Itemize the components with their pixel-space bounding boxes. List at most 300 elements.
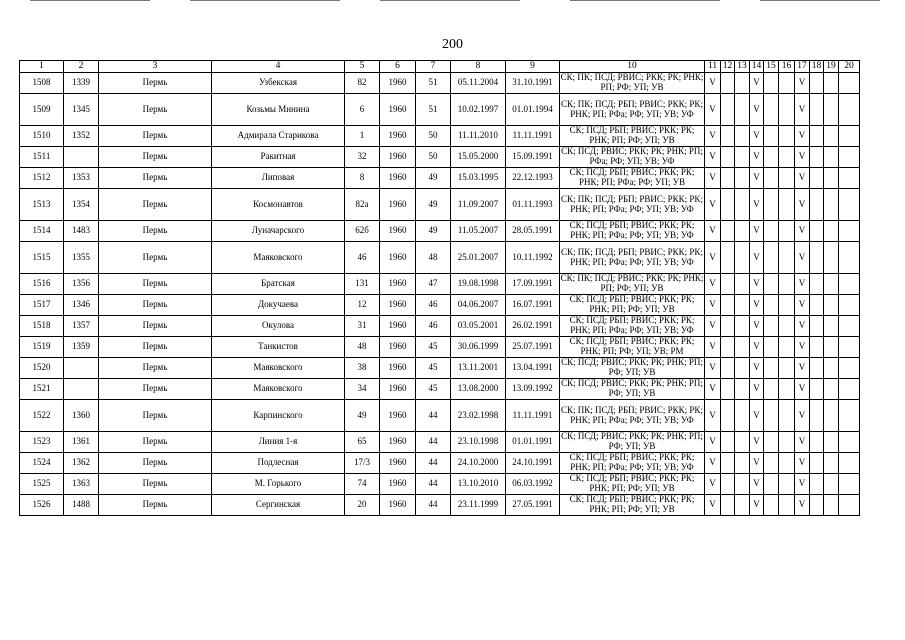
mark-col-14: V bbox=[750, 94, 764, 126]
date-1: 04.06.2007 bbox=[451, 295, 506, 316]
mark-col-20 bbox=[839, 242, 860, 274]
date-1: 13.11.2001 bbox=[451, 358, 506, 379]
street-name: Козьмы Минина bbox=[212, 94, 345, 126]
mark-col-17: V bbox=[795, 221, 810, 242]
mark-col-12 bbox=[721, 73, 735, 94]
wear-value: 51 bbox=[416, 94, 451, 126]
house-number: 82а bbox=[345, 189, 380, 221]
mark-col-13 bbox=[735, 474, 750, 495]
wear-value: 44 bbox=[416, 495, 451, 516]
mark-col-19 bbox=[824, 316, 839, 337]
mark-col-13 bbox=[735, 147, 750, 168]
mark-col-16 bbox=[779, 147, 795, 168]
column-header-11: 11 bbox=[705, 61, 721, 73]
house-number: 62б bbox=[345, 221, 380, 242]
mark-col-11: V bbox=[705, 432, 721, 453]
object-id: 1346 bbox=[64, 295, 99, 316]
date-2: 11.11.1991 bbox=[506, 400, 560, 432]
mark-col-12 bbox=[721, 295, 735, 316]
mark-col-11: V bbox=[705, 221, 721, 242]
mark-col-18 bbox=[810, 126, 824, 147]
mark-col-18 bbox=[810, 189, 824, 221]
wear-value: 45 bbox=[416, 358, 451, 379]
column-header-5: 5 bbox=[345, 61, 380, 73]
row-number: 1519 bbox=[20, 337, 64, 358]
mark-col-19 bbox=[824, 73, 839, 94]
mark-col-17: V bbox=[795, 73, 810, 94]
mark-col-15 bbox=[764, 221, 779, 242]
object-id: 1360 bbox=[64, 400, 99, 432]
mark-col-12 bbox=[721, 126, 735, 147]
column-header-13: 13 bbox=[735, 61, 750, 73]
work-types: СК; ПСД; РБП; РВИС; РКК; РК; РНК; РП; РФ; УП; УВ bbox=[560, 295, 705, 316]
mark-col-15 bbox=[764, 189, 779, 221]
mark-col-11: V bbox=[705, 168, 721, 189]
build-year: 1960 bbox=[380, 73, 416, 94]
street-name: Маяковского bbox=[212, 379, 345, 400]
object-id: 1357 bbox=[64, 316, 99, 337]
build-year: 1960 bbox=[380, 221, 416, 242]
work-types: СК; ПСД; РВИС; РКК; РК; РНК; РП; РФа; РФ; УП; УВ; УФ bbox=[561, 146, 703, 166]
mark-col-18 bbox=[810, 147, 824, 168]
table-row bbox=[20, 337, 860, 358]
row-number: 1510 bbox=[20, 126, 64, 147]
house-number: 12 bbox=[345, 295, 380, 316]
date-2: 11.11.1991 bbox=[506, 126, 560, 147]
wear-value: 49 bbox=[416, 189, 451, 221]
mark-col-18 bbox=[810, 337, 824, 358]
street-name: Космонавтов bbox=[212, 189, 345, 221]
mark-col-19 bbox=[824, 432, 839, 453]
date-2: 01.01.1994 bbox=[506, 94, 560, 126]
mark-col-20 bbox=[839, 358, 860, 379]
work-types: СК; ПСД; РБП; РВИС; РКК; РК; РНК; РП; РФа; РФ; УП; УВ; УФ bbox=[560, 316, 705, 337]
mark-col-20 bbox=[839, 316, 860, 337]
column-header-20: 20 bbox=[839, 61, 860, 73]
row-number: 1525 bbox=[20, 474, 64, 495]
mark-col-13 bbox=[735, 242, 750, 274]
house-number: 48 bbox=[345, 337, 380, 358]
table-row bbox=[20, 495, 860, 516]
object-id: 1359 bbox=[64, 337, 99, 358]
mark-col-20 bbox=[839, 432, 860, 453]
table-row bbox=[20, 189, 860, 221]
mark-col-15 bbox=[764, 94, 779, 126]
column-number-header-row bbox=[20, 61, 860, 73]
house-number: 1 bbox=[345, 126, 380, 147]
mark-col-20 bbox=[839, 221, 860, 242]
mark-col-11: V bbox=[705, 337, 721, 358]
mark-col-15 bbox=[764, 337, 779, 358]
house-number: 38 bbox=[345, 358, 380, 379]
build-year: 1960 bbox=[380, 274, 416, 295]
date-1: 11.05.2007 bbox=[451, 221, 506, 242]
wear-value: 44 bbox=[416, 453, 451, 474]
street-name: Братская bbox=[212, 274, 345, 295]
mark-col-17: V bbox=[795, 379, 810, 400]
work-types: СК; ПСД; РБП; РВИС; РКК; РК; РНК; РП; РФа; РФ; УП; УВ; УФ bbox=[560, 453, 705, 474]
build-year: 1960 bbox=[380, 379, 416, 400]
date-2: 31.10.1991 bbox=[506, 73, 560, 94]
mark-col-16 bbox=[779, 274, 795, 295]
mark-col-18 bbox=[810, 94, 824, 126]
object-id: 1355 bbox=[64, 242, 99, 274]
date-1: 11.09.2007 bbox=[451, 189, 506, 221]
table-row bbox=[20, 453, 860, 474]
mark-col-13 bbox=[735, 432, 750, 453]
date-1: 15.03.1995 bbox=[451, 168, 506, 189]
mark-col-19 bbox=[824, 189, 839, 221]
date-2: 24.10.1991 bbox=[506, 453, 560, 474]
row-number: 1514 bbox=[20, 221, 64, 242]
wear-value: 44 bbox=[416, 474, 451, 495]
row-number: 1511 bbox=[20, 147, 64, 168]
mark-col-11: V bbox=[705, 274, 721, 295]
mark-col-15 bbox=[764, 358, 779, 379]
mark-col-12 bbox=[721, 147, 735, 168]
work-types: СК; ПК; ПСД; РБП; РВИС; РКК; РК; РНК; РП; РФа; РФ; УП; УВ; УФ bbox=[560, 242, 705, 274]
city-name: Пермь bbox=[99, 126, 212, 147]
mark-col-11: V bbox=[705, 400, 721, 432]
house-number: 74 bbox=[345, 474, 380, 495]
wear-value: 46 bbox=[416, 295, 451, 316]
object-id: 1354 bbox=[64, 189, 99, 221]
build-year: 1960 bbox=[380, 295, 416, 316]
mark-col-16 bbox=[779, 474, 795, 495]
house-number: 31 bbox=[345, 316, 380, 337]
wear-value: 44 bbox=[416, 432, 451, 453]
column-header-3: 3 bbox=[99, 61, 212, 73]
mark-col-20 bbox=[839, 453, 860, 474]
mark-col-13 bbox=[735, 358, 750, 379]
table-row bbox=[20, 147, 860, 168]
object-id: 1339 bbox=[64, 73, 99, 94]
city-name: Пермь bbox=[99, 147, 212, 168]
mark-col-18 bbox=[810, 73, 824, 94]
work-types: СК; ПК; ПСД; РВИС; РКК; РК; РНК; РП; РФ; УП; УВ bbox=[560, 273, 704, 293]
mark-col-11: V bbox=[705, 474, 721, 495]
city-name: Пермь bbox=[99, 242, 212, 274]
mark-col-17: V bbox=[795, 274, 810, 295]
wear-value: 45 bbox=[416, 379, 451, 400]
mark-col-20 bbox=[839, 168, 860, 189]
mark-col-17: V bbox=[795, 358, 810, 379]
mark-col-17: V bbox=[795, 126, 810, 147]
date-1: 11.11.2010 bbox=[451, 126, 506, 147]
mark-col-20 bbox=[839, 295, 860, 316]
build-year: 1960 bbox=[380, 358, 416, 379]
mark-col-13 bbox=[735, 453, 750, 474]
mark-col-17: V bbox=[795, 94, 810, 126]
mark-col-11: V bbox=[705, 358, 721, 379]
city-name: Пермь bbox=[99, 358, 212, 379]
build-year: 1960 bbox=[380, 495, 416, 516]
mark-col-13 bbox=[735, 126, 750, 147]
mark-col-17: V bbox=[795, 337, 810, 358]
scan-top-line bbox=[570, 0, 720, 1]
mark-col-17: V bbox=[795, 432, 810, 453]
object-id: 1363 bbox=[64, 474, 99, 495]
object-id: 1353 bbox=[64, 168, 99, 189]
mark-col-19 bbox=[824, 126, 839, 147]
mark-col-15 bbox=[764, 126, 779, 147]
object-id bbox=[64, 358, 99, 379]
house-number: 46 bbox=[345, 242, 380, 274]
street-name: Докучаева bbox=[212, 295, 345, 316]
column-header-4: 4 bbox=[212, 61, 345, 73]
table-row bbox=[20, 274, 860, 295]
mark-col-18 bbox=[810, 453, 824, 474]
row-number: 1522 bbox=[20, 400, 64, 432]
mark-col-14: V bbox=[750, 274, 764, 295]
city-name: Пермь bbox=[99, 432, 212, 453]
object-id bbox=[64, 147, 99, 168]
mark-col-13 bbox=[735, 379, 750, 400]
work-types: СК; ПСД; РВИС; РКК; РК; РНК; РП; РФ; УП; УВ bbox=[561, 378, 703, 398]
mark-col-17: V bbox=[795, 242, 810, 274]
mark-col-11: V bbox=[705, 295, 721, 316]
mark-col-17: V bbox=[795, 474, 810, 495]
object-id: 1361 bbox=[64, 432, 99, 453]
build-year: 1960 bbox=[380, 147, 416, 168]
work-types: СК; ПСД; РБП; РВИС; РКК; РК; РНК; РП; РФ; УП; УВ bbox=[560, 474, 705, 495]
wear-value: 51 bbox=[416, 73, 451, 94]
mark-col-20 bbox=[839, 495, 860, 516]
date-1: 23.11.1999 bbox=[451, 495, 506, 516]
mark-col-14: V bbox=[750, 337, 764, 358]
row-number: 1513 bbox=[20, 189, 64, 221]
column-header-18: 18 bbox=[810, 61, 824, 73]
mark-col-16 bbox=[779, 432, 795, 453]
city-name: Пермь bbox=[99, 379, 212, 400]
mark-col-13 bbox=[735, 73, 750, 94]
wear-value: 45 bbox=[416, 337, 451, 358]
table-row bbox=[20, 474, 860, 495]
table-row bbox=[20, 358, 860, 379]
mark-col-13 bbox=[735, 189, 750, 221]
date-1: 19.08.1998 bbox=[451, 274, 506, 295]
object-id: 1345 bbox=[64, 94, 99, 126]
mark-col-16 bbox=[779, 453, 795, 474]
mark-col-13 bbox=[735, 400, 750, 432]
date-1: 13.10.2010 bbox=[451, 474, 506, 495]
street-name: Сергинская bbox=[212, 495, 345, 516]
work-types: СК; ПСД; РБП; РВИС; РКК; РК; РНК; РП; РФ; УП; УВ bbox=[560, 126, 705, 147]
date-1: 03.05.2001 bbox=[451, 316, 506, 337]
mark-col-13 bbox=[735, 274, 750, 295]
object-id bbox=[64, 379, 99, 400]
mark-col-11: V bbox=[705, 495, 721, 516]
street-name: Линия 1-я bbox=[212, 432, 345, 453]
city-name: Пермь bbox=[99, 453, 212, 474]
scan-top-line bbox=[190, 0, 340, 1]
table-row bbox=[20, 94, 860, 126]
row-number: 1508 bbox=[20, 73, 64, 94]
mark-col-18 bbox=[810, 295, 824, 316]
mark-col-19 bbox=[824, 295, 839, 316]
date-1: 24.10.2000 bbox=[451, 453, 506, 474]
column-header-9: 9 bbox=[506, 61, 560, 73]
column-header-16: 16 bbox=[779, 61, 795, 73]
mark-col-12 bbox=[721, 358, 735, 379]
date-2: 16.07.1991 bbox=[506, 295, 560, 316]
mark-col-15 bbox=[764, 242, 779, 274]
mark-col-16 bbox=[779, 126, 795, 147]
row-number: 1516 bbox=[20, 274, 64, 295]
date-2: 28.05.1991 bbox=[506, 221, 560, 242]
street-name: Липовая bbox=[212, 168, 345, 189]
row-number: 1518 bbox=[20, 316, 64, 337]
mark-col-15 bbox=[764, 495, 779, 516]
mark-col-17: V bbox=[795, 147, 810, 168]
date-1: 15.05.2000 bbox=[451, 147, 506, 168]
mark-col-14: V bbox=[750, 168, 764, 189]
mark-col-14: V bbox=[750, 189, 764, 221]
table-row bbox=[20, 295, 860, 316]
mark-col-18 bbox=[810, 379, 824, 400]
date-1: 23.10.1998 bbox=[451, 432, 506, 453]
mark-col-20 bbox=[839, 400, 860, 432]
mark-col-20 bbox=[839, 274, 860, 295]
mark-col-12 bbox=[721, 379, 735, 400]
table-row bbox=[20, 400, 860, 432]
mark-col-15 bbox=[764, 379, 779, 400]
mark-col-13 bbox=[735, 295, 750, 316]
build-year: 1960 bbox=[380, 400, 416, 432]
house-number: 32 bbox=[345, 147, 380, 168]
mark-col-13 bbox=[735, 94, 750, 126]
date-1: 30.06.1999 bbox=[451, 337, 506, 358]
mark-col-12 bbox=[721, 168, 735, 189]
city-name: Пермь bbox=[99, 73, 212, 94]
mark-col-19 bbox=[824, 400, 839, 432]
mark-col-18 bbox=[810, 474, 824, 495]
mark-col-19 bbox=[824, 242, 839, 274]
mark-col-16 bbox=[779, 168, 795, 189]
date-2: 26.02.1991 bbox=[506, 316, 560, 337]
mark-col-14: V bbox=[750, 379, 764, 400]
work-types: СК; ПСД; РВИС; РКК; РК; РНК; РП; РФ; УП; УВ bbox=[561, 431, 703, 451]
mark-col-20 bbox=[839, 189, 860, 221]
mark-col-16 bbox=[779, 73, 795, 94]
mark-col-16 bbox=[779, 400, 795, 432]
wear-value: 44 bbox=[416, 400, 451, 432]
mark-col-20 bbox=[839, 147, 860, 168]
object-id: 1488 bbox=[64, 495, 99, 516]
mark-col-19 bbox=[824, 168, 839, 189]
mark-col-19 bbox=[824, 453, 839, 474]
work-types: СК; ПСД; РБП; РВИС; РКК; РК; РНК; РП; РФа; РФ; УП; УВ; УФ bbox=[560, 221, 705, 242]
mark-col-14: V bbox=[750, 400, 764, 432]
table-row bbox=[20, 168, 860, 189]
wear-value: 48 bbox=[416, 242, 451, 274]
city-name: Пермь bbox=[99, 221, 212, 242]
mark-col-12 bbox=[721, 189, 735, 221]
mark-col-18 bbox=[810, 242, 824, 274]
mark-col-18 bbox=[810, 274, 824, 295]
mark-col-14: V bbox=[750, 295, 764, 316]
mark-col-20 bbox=[839, 73, 860, 94]
mark-col-16 bbox=[779, 379, 795, 400]
mark-col-20 bbox=[839, 126, 860, 147]
mark-col-19 bbox=[824, 379, 839, 400]
date-2: 10.11.1992 bbox=[506, 242, 560, 274]
mark-col-13 bbox=[735, 337, 750, 358]
mark-col-12 bbox=[721, 474, 735, 495]
row-number: 1515 bbox=[20, 242, 64, 274]
column-header-2: 2 bbox=[64, 61, 99, 73]
table-row bbox=[20, 242, 860, 274]
mark-col-19 bbox=[824, 358, 839, 379]
mark-col-12 bbox=[721, 337, 735, 358]
mark-col-15 bbox=[764, 400, 779, 432]
date-1: 23.02.1998 bbox=[451, 400, 506, 432]
date-1: 13.08.2000 bbox=[451, 379, 506, 400]
mark-col-17: V bbox=[795, 189, 810, 221]
build-year: 1960 bbox=[380, 337, 416, 358]
mark-col-17: V bbox=[795, 295, 810, 316]
table-row bbox=[20, 73, 860, 94]
mark-col-18 bbox=[810, 168, 824, 189]
column-header-19: 19 bbox=[824, 61, 839, 73]
date-1: 05.11.2004 bbox=[451, 73, 506, 94]
date-2: 01.01.1991 bbox=[506, 432, 560, 453]
table-row bbox=[20, 432, 860, 453]
mark-col-13 bbox=[735, 168, 750, 189]
street-name: Танкистов bbox=[212, 337, 345, 358]
mark-col-15 bbox=[764, 168, 779, 189]
mark-col-19 bbox=[824, 495, 839, 516]
scan-top-line bbox=[30, 0, 150, 1]
mark-col-11: V bbox=[705, 189, 721, 221]
date-2: 06.03.1992 bbox=[506, 474, 560, 495]
mark-col-16 bbox=[779, 337, 795, 358]
street-name: Карпинского bbox=[212, 400, 345, 432]
mark-col-15 bbox=[764, 474, 779, 495]
mark-col-15 bbox=[764, 316, 779, 337]
mark-col-15 bbox=[764, 453, 779, 474]
mark-col-19 bbox=[824, 147, 839, 168]
date-1: 10.02.1997 bbox=[451, 94, 506, 126]
object-id: 1352 bbox=[64, 126, 99, 147]
column-header-15: 15 bbox=[764, 61, 779, 73]
date-2: 01.11.1993 bbox=[506, 189, 560, 221]
mark-col-16 bbox=[779, 358, 795, 379]
mark-col-11: V bbox=[705, 453, 721, 474]
mark-col-12 bbox=[721, 221, 735, 242]
column-header-8: 8 bbox=[451, 61, 506, 73]
mark-col-11: V bbox=[705, 73, 721, 94]
mark-col-12 bbox=[721, 453, 735, 474]
house-number: 49 bbox=[345, 400, 380, 432]
wear-value: 47 bbox=[416, 274, 451, 295]
house-number: 34 bbox=[345, 379, 380, 400]
mark-col-11: V bbox=[705, 242, 721, 274]
work-types: СК; ПК; ПСД; РБП; РВИС; РКК; РК; РНК; РП; РФа; РФ; УП; УВ; УФ bbox=[560, 189, 705, 221]
build-year: 1960 bbox=[380, 432, 416, 453]
mark-col-17: V bbox=[795, 316, 810, 337]
mark-col-14: V bbox=[750, 73, 764, 94]
date-2: 13.04.1991 bbox=[506, 358, 560, 379]
column-header-7: 7 bbox=[416, 61, 451, 73]
row-number: 1524 bbox=[20, 453, 64, 474]
table-body bbox=[20, 73, 860, 516]
mark-col-11: V bbox=[705, 94, 721, 126]
mark-col-12 bbox=[721, 316, 735, 337]
table-row bbox=[20, 126, 860, 147]
mark-col-17: V bbox=[795, 453, 810, 474]
mark-col-12 bbox=[721, 274, 735, 295]
